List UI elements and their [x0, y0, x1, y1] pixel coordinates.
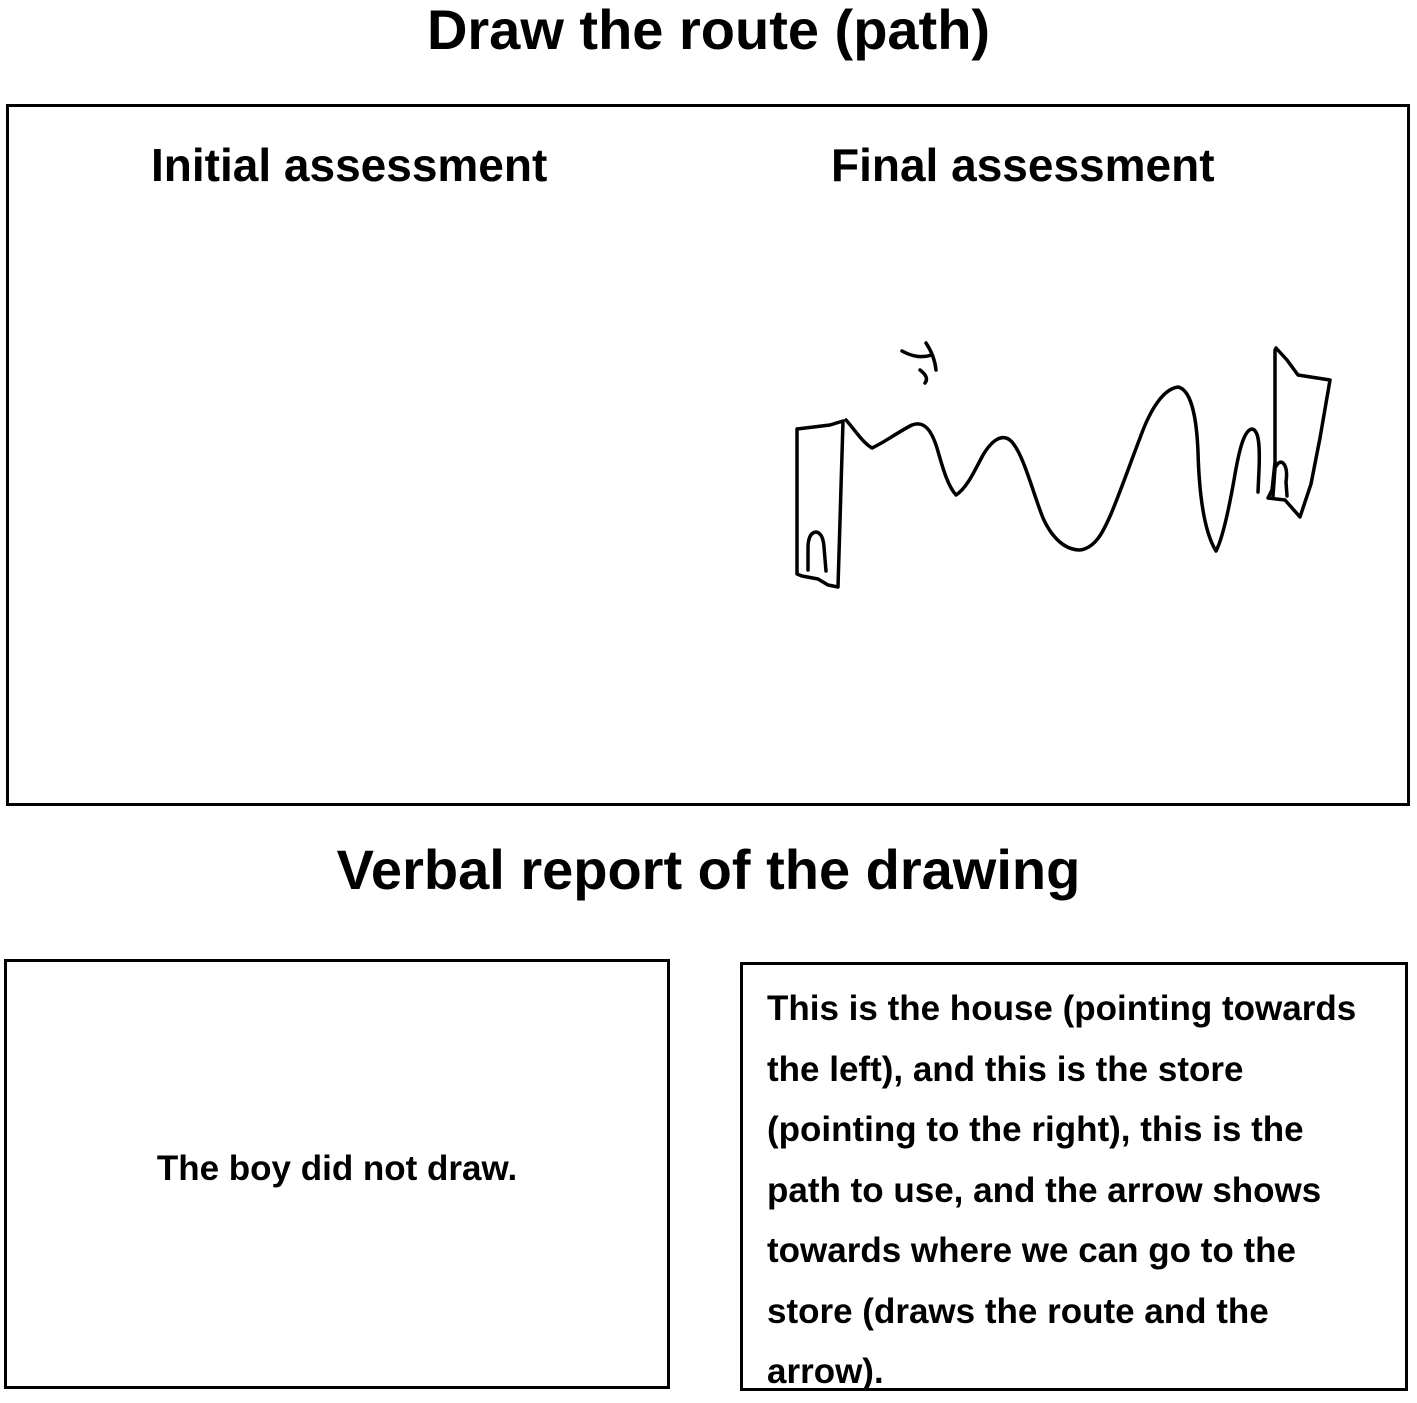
final-assessment-heading: Final assessment [831, 139, 1215, 191]
initial-assessment-heading: Initial assessment [151, 139, 548, 191]
store-drawing [1268, 348, 1330, 517]
final-route-drawing [780, 300, 1360, 600]
section-title: Verbal report of the drawing [336, 838, 1081, 901]
store-door-drawing [1273, 462, 1287, 496]
page-title: Draw the route (path) [426, 0, 991, 61]
house-drawing [797, 421, 843, 587]
initial-report-text: The boy did not draw. [156, 1149, 518, 1188]
arrow-drawing [902, 343, 936, 383]
final-report-text: This is the house (pointing towards the left), and this is the store (pointing to the right), this is the path to use, and the arrow shows towards where we can go to the store (draws the route and the arrow). [767, 989, 1357, 1391]
house-door-drawing [808, 532, 826, 571]
initial-report-box [4, 959, 670, 1389]
final-report-box [740, 962, 1408, 1391]
route-path-drawing [846, 387, 1259, 551]
